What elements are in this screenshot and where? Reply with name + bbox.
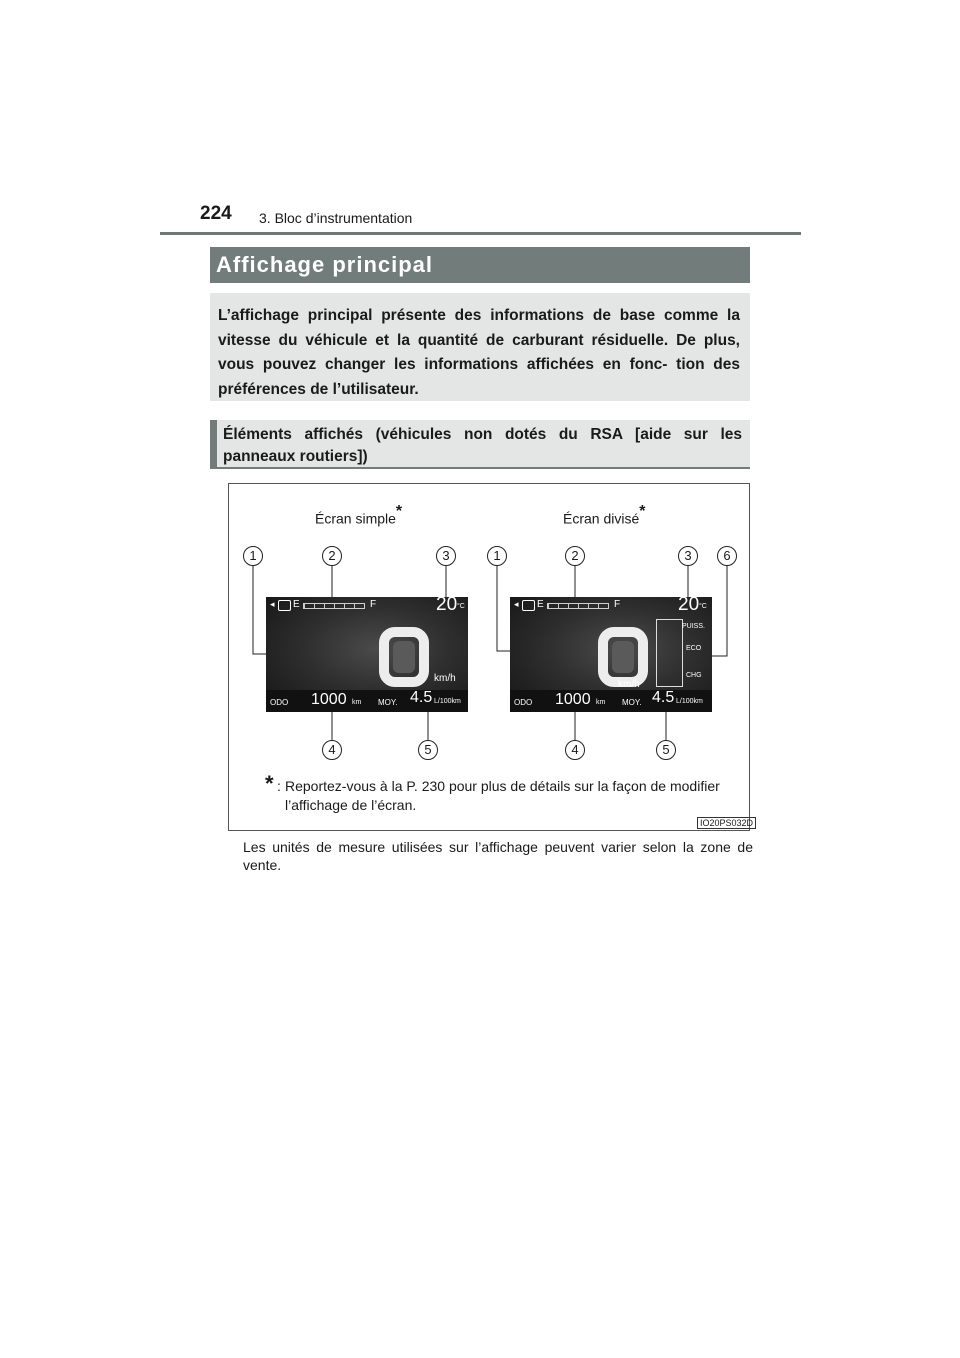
odo-unit: km — [596, 699, 606, 706]
callout-3-left: 3 — [436, 546, 456, 566]
fuel-full-label: F — [614, 599, 621, 610]
odo-label: ODO — [514, 698, 533, 707]
outside-temperature: 20 — [436, 594, 458, 615]
footnote-text: Reportez-vous à la P. 230 pour plus de détails sur la façon de modifier l’affichage de l’écran. — [285, 778, 720, 813]
speed-unit: km/h — [618, 679, 640, 690]
figure-id: IO20PS032D — [697, 817, 756, 829]
intro-paragraph: L’affichage principal présente des informations de base comme la vitesse du véhicule et la quantité de carburant résiduelle. De plus, vous pouvez changer les informations affichées en fonc- tion des préférences de l’utilisateur. — [210, 293, 750, 401]
avg-unit: L/100km — [434, 698, 461, 705]
hybrid-eco-label: ECO — [686, 645, 702, 652]
page-number: 224 — [200, 203, 232, 224]
temperature-unit: °C — [457, 603, 465, 610]
callout-1-right: 1 — [487, 546, 507, 566]
footnote-colon: : — [277, 778, 281, 794]
footnote-asterisk: * — [265, 771, 274, 796]
chapter-title: 3. Bloc d’instrumentation — [259, 210, 413, 226]
fuel-empty-label: E — [293, 599, 300, 610]
hybrid-chg-label: CHG — [686, 672, 702, 679]
odo-value: 1000 — [311, 691, 347, 708]
callout-4-right: 4 — [565, 740, 585, 760]
split-screen-display — [510, 594, 712, 712]
fuel-full-label: F — [370, 599, 377, 610]
callout-6-right: 6 — [717, 546, 737, 566]
speed-unit: km/h — [434, 673, 456, 684]
callout-4-left: 4 — [322, 740, 342, 760]
units-note: Les unités de mesure utilisées sur l’affichage peuvent varier selon la zone de vente. — [243, 839, 753, 873]
hybrid-indicator — [656, 619, 683, 687]
callout-5-left: 5 — [418, 740, 438, 760]
avg-consumption-value: 4.5 — [652, 689, 675, 706]
callout-2-left: 2 — [322, 546, 342, 566]
fuel-pump-icon — [278, 600, 291, 611]
callout-2-right: 2 — [565, 546, 585, 566]
callout-3-right: 3 — [678, 546, 698, 566]
outside-temperature: 20 — [678, 594, 700, 615]
avg-label: MOY. — [622, 698, 642, 707]
header-rule — [160, 232, 801, 235]
instrument-figure — [228, 483, 754, 831]
avg-label: MOY. — [378, 698, 398, 707]
avg-consumption-value: 4.5 — [410, 689, 433, 706]
odo-label: ODO — [270, 698, 289, 707]
subheading: Éléments affichés (véhicules non dotés du RSA [aide sur les panneaux routiers]) — [210, 420, 750, 469]
odo-unit: km — [352, 699, 362, 706]
fuel-empty-label: E — [537, 599, 544, 610]
speed-digit — [379, 627, 429, 687]
hybrid-puiss-label: PUISS. — [682, 623, 705, 630]
fuel-gauge-bar — [303, 603, 365, 609]
speed-digit — [598, 627, 648, 687]
avg-unit: L/100km — [676, 698, 703, 705]
temperature-unit: °C — [699, 603, 707, 610]
section-title: Affichage principal — [210, 247, 750, 283]
simple-screen-label: Écran simple* — [315, 503, 403, 527]
callout-5-right: 5 — [656, 740, 676, 760]
simple-screen-display — [266, 594, 468, 712]
callout-1-left: 1 — [243, 546, 263, 566]
fuel-gauge-bar — [547, 603, 609, 609]
fuel-arrow-icon: ◂ — [514, 599, 519, 609]
split-screen-label: Écran divisé* — [563, 503, 646, 527]
fuel-arrow-icon: ◂ — [270, 599, 275, 609]
fuel-pump-icon — [522, 600, 535, 611]
odo-value: 1000 — [555, 691, 591, 708]
